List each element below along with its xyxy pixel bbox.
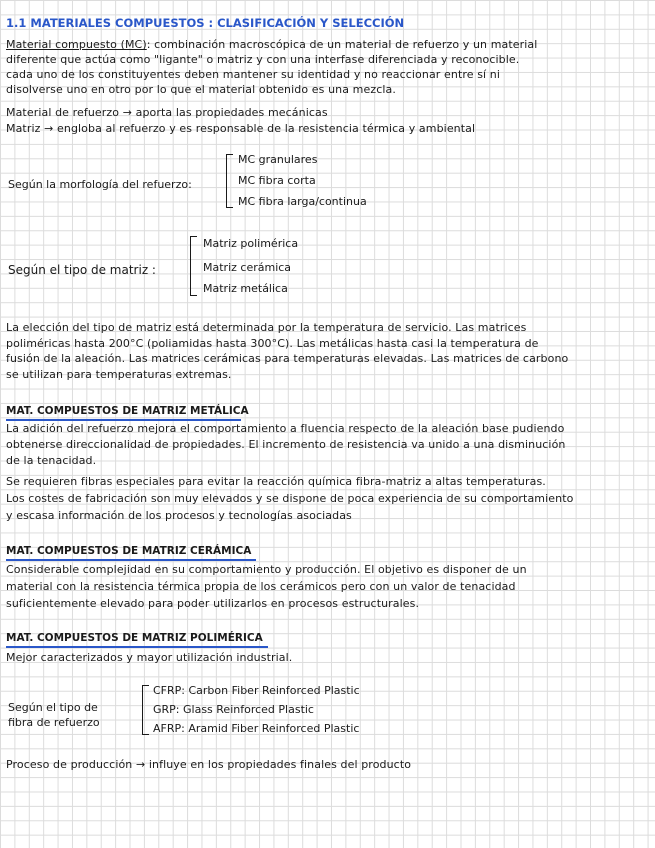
tipo-matriz-item: Matriz cerámica	[203, 261, 292, 274]
proceso-line: Proceso de producción → influye en los propiedades finales del producto	[6, 758, 412, 771]
tipo-matriz-item: Matriz metálica	[203, 282, 288, 295]
tipo-matriz-label: Según el tipo de matriz :	[8, 263, 156, 277]
eleccion-line: La elección del tipo de matriz está determinada por la temperatura de servicio. Las matrices	[6, 321, 527, 334]
polimerica-underline	[6, 646, 268, 648]
morfologia-item: MC fibra corta	[238, 174, 316, 187]
tipo-matriz-item: Matriz polimérica	[203, 237, 299, 250]
intro-line-2: diferente que actúa como "ligante" o matriz y con una interfase diferenciada y reconocible.	[6, 53, 520, 66]
metalica-underline	[6, 419, 241, 421]
polimerica-heading: MAT. COMPUESTOS DE MATRIZ POLIMÉRICA	[6, 632, 263, 644]
fibra-item: AFRP: Aramid Fiber Reinforced Plastic	[153, 722, 360, 735]
fibra-item: GRP: Glass Reinforced Plastic	[153, 703, 314, 716]
morfologia-brace	[226, 154, 233, 208]
morfologia-label: Según la morfología del refuerzo:	[8, 178, 192, 191]
eleccion-line: fusión de la aleación. Las matrices cerámicas para temperaturas elevadas. Las matrices de carbono	[6, 352, 569, 365]
polimerica-line: Mejor caracterizados y mayor utilización industrial.	[6, 651, 293, 664]
metalica-line: de la tenacidad.	[6, 454, 97, 467]
page-title: 1.1 MATERIALES COMPUESTOS : CLASIFICACIÓN Y SELECCIÓN	[6, 16, 405, 30]
fibra-item: CFRP: Carbon Fiber Reinforced Plastic	[153, 684, 360, 697]
tipo-matriz-brace	[190, 236, 197, 296]
metalica-line: Se requieren fibras especiales para evitar la reacción química fibra-matriz a altas temperaturas.	[6, 475, 546, 488]
metalica-line: obtenerse direccionalidad de propiedades. El incremento de resistencia va unido a una disminución	[6, 438, 566, 451]
metalica-line: La adición del refuerzo mejora el comportamiento a fluencia respecto de la aleación base pudiendo	[6, 422, 565, 435]
intro-line-4: disolverse uno en otro por lo que el material obtenido es una mezcla.	[6, 83, 396, 96]
ceramica-underline	[6, 559, 256, 561]
eleccion-line: se utilizan para temperaturas extremas.	[6, 368, 232, 381]
fibra-label-2: fibra de refuerzo	[8, 716, 100, 729]
fibra-label-1: Según el tipo de	[8, 701, 98, 714]
matriz-line: Matriz → engloba al refuerzo y es responsable de la resistencia térmica y ambiental	[6, 122, 476, 135]
ceramica-line: material con la resistencia térmica propia de los cerámicos pero con un valor de tenacidad	[6, 580, 516, 593]
fibra-brace	[142, 685, 149, 735]
intro-line-1: Material compuesto (MC): combinación macroscópica de un material de refuerzo y un material	[6, 38, 538, 51]
mc-term: Material compuesto (MC)	[6, 38, 147, 51]
ceramica-line: Considerable complejidad en su comportamiento y producción. El objetivo es disponer de un	[6, 563, 527, 576]
eleccion-line: poliméricas hasta 200°C (poliamidas hasta 300°C). Las metálicas hasta casi la temperatura de	[6, 337, 539, 350]
ceramica-heading: MAT. COMPUESTOS DE MATRIZ CERÁMICA	[6, 545, 252, 557]
metalica-line: y escasa información de los procesos y tecnologías asociadas	[6, 509, 352, 522]
morfologia-item: MC fibra larga/continua	[238, 195, 367, 208]
refuerzo-line: Material de refuerzo → aporta las propiedades mecánicas	[6, 106, 328, 119]
morfologia-item: MC granulares	[238, 153, 318, 166]
metalica-heading: MAT. COMPUESTOS DE MATRIZ METÁLICA	[6, 405, 249, 417]
ceramica-line: suficientemente elevado para poder utilizarlos en procesos estructurales.	[6, 597, 420, 610]
intro-line-3: cada uno de los constituyentes deben mantener su identidad y no reaccionar entre sí ni	[6, 68, 501, 81]
metalica-line: Los costes de fabricación son muy elevados y se dispone de poca experiencia de su comportamiento	[6, 492, 574, 505]
